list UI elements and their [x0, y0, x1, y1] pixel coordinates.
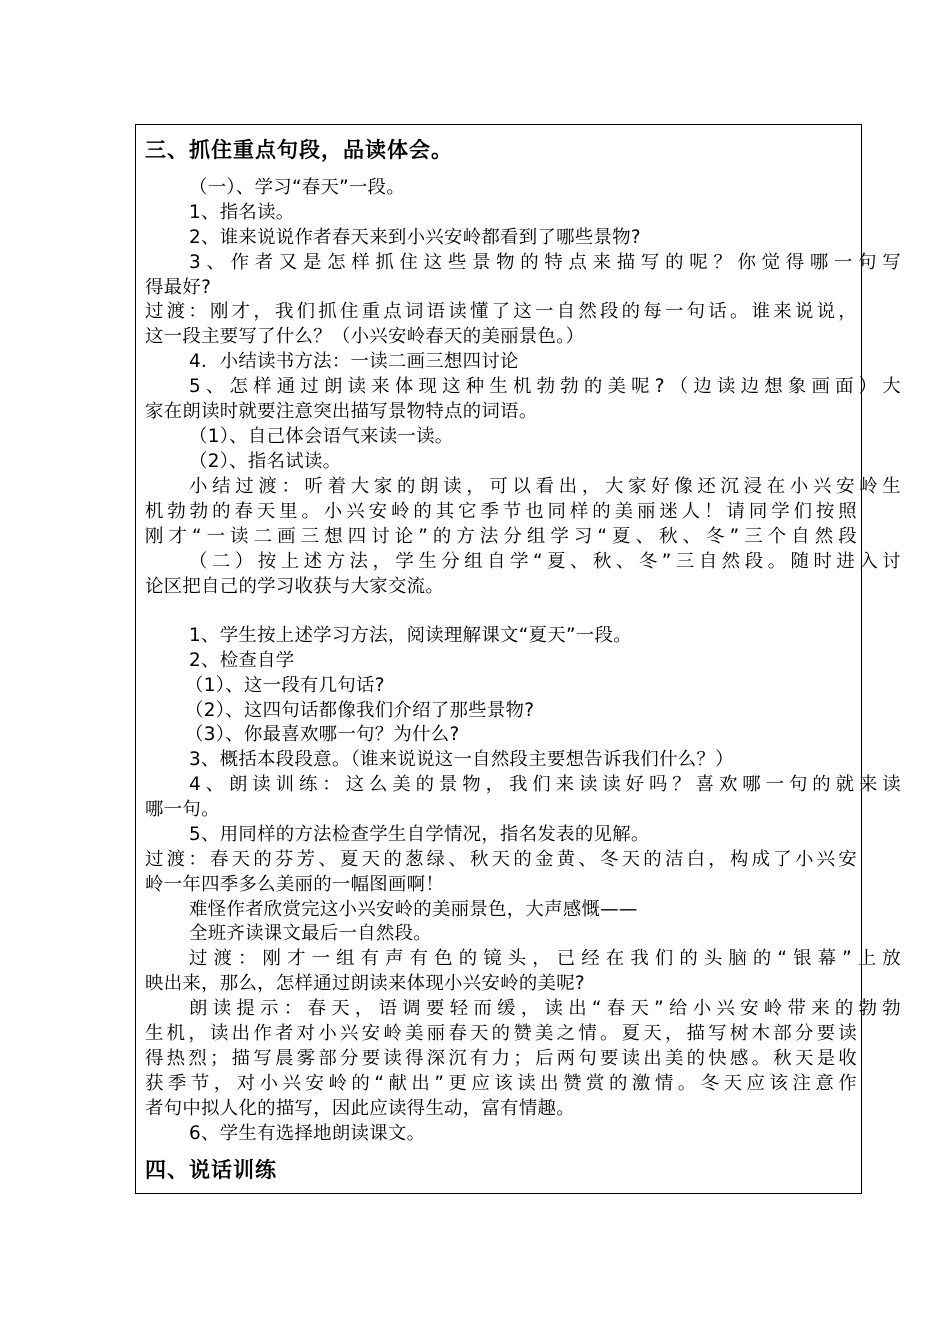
- text-line: 生机，读出作者对小兴安岭美丽春天的赞美之情。夏天，描写树木部分要读: [145, 1023, 857, 1044]
- text-line: 岭一年四季多么美丽的一幅图画啊！: [145, 874, 445, 895]
- text-line: 过渡：春天的芬芳、夏天的葱绿、秋天的金黄、冬天的洁白，构成了小兴安: [145, 849, 857, 870]
- text-line: 论区把自己的学习收获与大家交流。: [145, 576, 445, 597]
- text-line: 4．小结读书方法：一读二画三想四讨论: [189, 351, 519, 372]
- text-line: 2、谁来说说作者春天来到小兴安岭都看到了哪些景物?: [189, 227, 641, 248]
- text-line: 家在朗读时就要注意突出描写景物特点的词语。: [145, 401, 538, 422]
- text-line: 3、作者又是怎样抓住这些景物的特点来描写的呢？你觉得哪一句写: [189, 252, 901, 273]
- text-line: （2）、这四句话都像我们介绍了那些景物?: [185, 700, 535, 721]
- text-line: 3、概括本段段意。（谁来说说这一自然段主要想告诉我们什么？）: [189, 749, 734, 770]
- text-line: 5、怎样通过朗读来体现这种生机勃勃的美呢?（边读边想象画面）大: [189, 376, 901, 397]
- text-line: （二）按上述方法，学生分组自学“夏、秋、冬”三自然段。随时进入讨: [189, 551, 901, 572]
- text-line: 刚才“一读二画三想四讨论”的方法分组学习“夏、秋、冬”三个自然段: [145, 526, 857, 547]
- text-line: 哪一句。: [145, 799, 220, 820]
- section-heading-4: 四、说话训练: [145, 1158, 277, 1182]
- text-line: 得最好?: [145, 277, 212, 298]
- text-line: 得热烈；描写晨雾部分要读得深沉有力；后两句要读出美的快感。秋天是收: [145, 1048, 857, 1069]
- text-line: 获季节，对小兴安岭的“献出”更应该读出赞赏的激情。冬天应该注意作: [145, 1073, 857, 1094]
- text-line: （1）、自己体会语气来读一读。: [189, 426, 454, 447]
- text-line: （3）、你最喜欢哪一句？为什么?: [185, 724, 460, 745]
- text-line: 2、检查自学: [189, 650, 295, 671]
- text-line: 小结过渡：听着大家的朗读，可以看出，大家好像还沉浸在小兴安岭生: [189, 476, 901, 497]
- text-line: 5、用同样的方法检查学生自学情况，指名发表的见解。: [189, 824, 650, 845]
- text-line: （一）、学习“春天”一段。: [189, 177, 406, 198]
- text-line: （1）、这一段有几句话?: [185, 675, 385, 696]
- text-line: 者句中拟人化的描写，因此应读得生动，富有情趣。: [145, 1098, 575, 1119]
- text-line: 全班齐读课文最后一自然段。: [189, 923, 432, 944]
- text-line: 朗读提示：春天，语调要轻而缓，读出“春天”给小兴安岭带来的勃勃: [189, 998, 901, 1019]
- text-line: 过渡：刚才，我们抓住重点词语读懂了这一自然段的每一句话。谁来说说，: [145, 301, 857, 322]
- text-line: 4、朗读训练：这么美的景物，我们来读读好吗？喜欢哪一句的就来读: [189, 774, 901, 795]
- text-line: 这一段主要写了什么？（小兴安岭春天的美丽景色。）: [145, 326, 585, 347]
- text-line: （2）、指名试读。: [189, 451, 342, 472]
- text-line: 1、指名读。: [189, 202, 295, 223]
- text-line: 难怪作者欣赏完这小兴安岭的美丽景色，大声感慨——: [189, 899, 638, 920]
- text-line: 映出来，那么，怎样通过朗读来体现小兴安岭的美呢?: [145, 973, 585, 994]
- text-line: 1、学生按上述学习方法，阅读理解课文“夏天”一段。: [189, 625, 632, 646]
- text-line: 过渡：刚才一组有声有色的镜头，已经在我们的头脑的“银幕”上放: [189, 948, 901, 969]
- text-line: 机勃勃的春天里。小兴安岭的其它季节也同样的美丽迷人！请同学们按照: [145, 501, 857, 522]
- section-heading-3: 三、抓住重点句段，品读体会。: [145, 138, 453, 162]
- text-line: 6、学生有选择地朗读课文。: [189, 1123, 426, 1144]
